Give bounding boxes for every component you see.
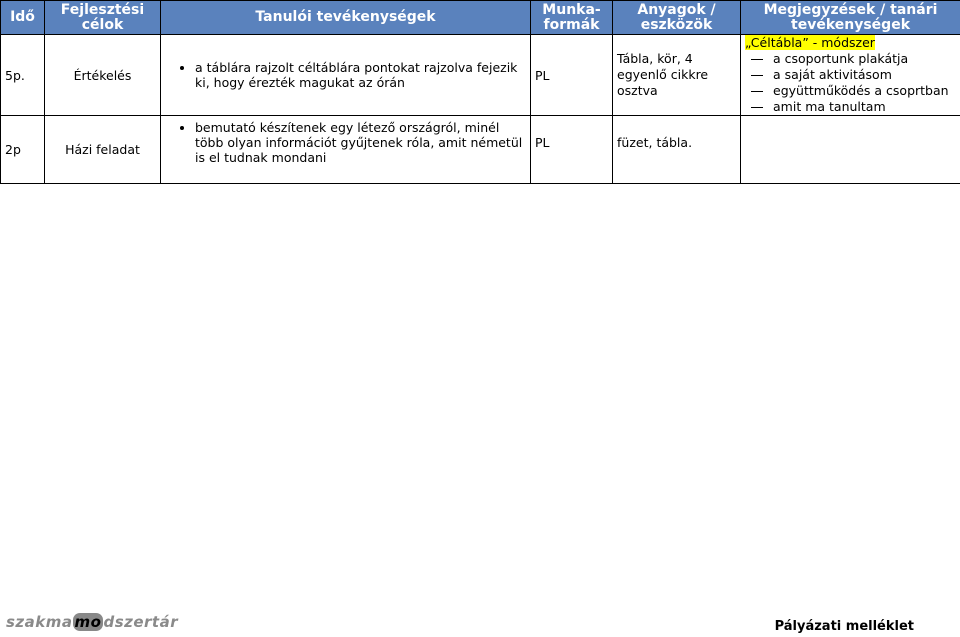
row-notes [741,35,960,116]
notes-item: együttműködés a csoprtban [745,83,956,99]
row-work-form: PL [531,35,613,116]
row-time: 5p. [1,35,45,116]
activity-item: • bemutató készítenek egy létező országról, minél több olyan információt gyűjtenek róla, amit németül is el tudnak mondani [195,120,526,165]
table-row [1,35,960,116]
header-materials: Anyagok / eszközök [613,1,741,35]
notes-item: amit ma tanultam [745,99,956,115]
row-work-form: PL [531,116,613,184]
header-goals: Fejlesztési célok [45,1,161,35]
row-time: 2p [1,116,45,184]
row-goal: Értékelés [45,35,161,116]
notes-list [745,51,956,115]
row-materials: füzet, tábla. [613,116,741,184]
footer-logo: szakma mo dszertár [6,613,179,631]
activity-item: • a táblára rajzolt céltáblára pontokat rajzolva fejezik ki, hogy érezték magukat az órán [195,60,526,90]
header-time: Idő [1,1,45,35]
table-row [1,116,960,184]
footer-label: Pályázati melléklet [774,619,914,634]
row-activities [161,35,531,116]
row-notes [741,116,960,184]
row-goal: Házi feladat [45,116,161,184]
row-activities [161,116,531,184]
notes-method-title: „Céltábla” - módszer [745,35,875,50]
notes-item: a csoportunk plakátja [745,51,956,67]
header-work-forms: Munka-formák [531,1,613,35]
row-materials: Tábla, kör, 4 egyenlő cikkre osztva [613,35,741,116]
header-activities: Tanulói tevékenységek [161,1,531,35]
header-notes: Megjegyzések / tanári tevékenységek [741,1,960,35]
table-header-row [1,1,960,35]
notes-item: a saját aktivitásom [745,67,956,83]
lesson-plan-table [0,0,960,184]
